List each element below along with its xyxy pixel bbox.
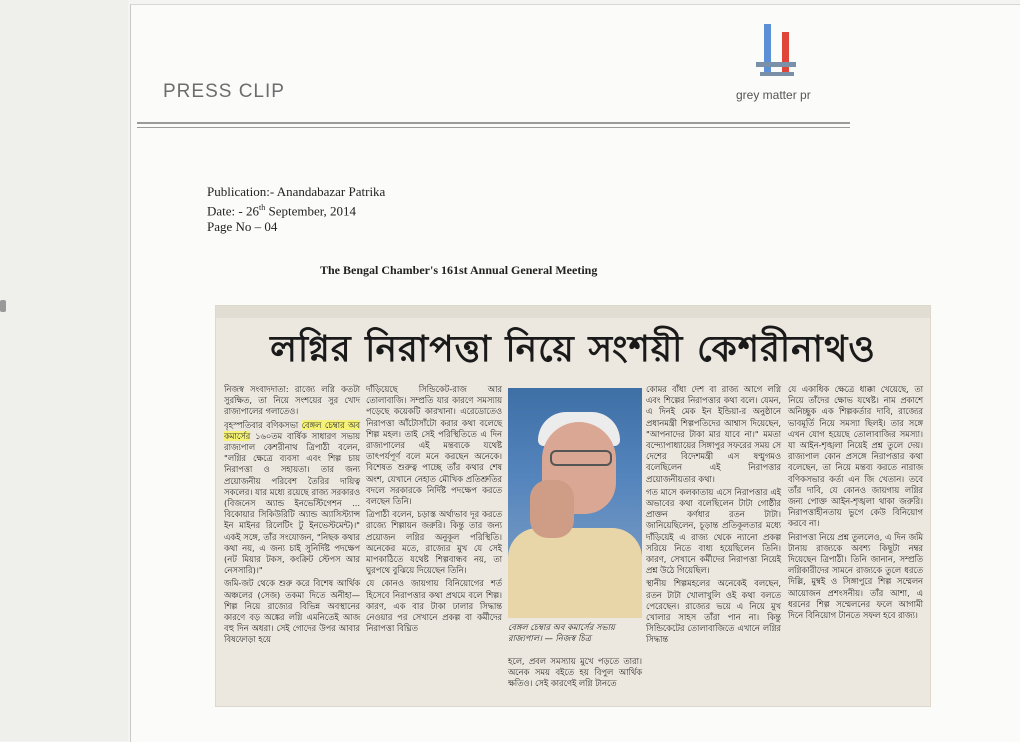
article-column-1 bbox=[224, 384, 360, 648]
article-paragraph: জমি-জট থেকে শুরু করে বিশেষ আর্থিক অঞ্চলের (সেজ) তকমা দিতে অনীহা— শিল্প নিয়ে রাজ্যের বিভিন্ন অবস্থানের কারণে বড় অঙ্কের লগ্নি এমনিতেই আজ বহু দিন অধরা। সেই গোদের উপর আবার বিষফোড়া হয়ে bbox=[224, 578, 360, 645]
article-paragraph: কোমর বাঁধা দেশ বা রাজ্য আগে লগ্নি এবং শিল্পের নিরাপত্তার কথা বলে। যেমন, এ দিনই মেক ইন ইন্ডিয়া-র অনুষ্ঠানে প্রধানমন্ত্রী শিল্পপতিদের আশ্বাস দিয়েছেন, "আপনাদের টাকা মার যাবে না।" মমতা বন্দ্যোপাধ্যায়ের সিঙ্গাপুর সফরের সময় সে দেশের বিদেশমন্ত্রী এস ষণ্মুগমও বলেছিলেন এই নিরাপত্তার প্রয়োজনীয়তার কথা। bbox=[646, 384, 781, 484]
header-rule-thin bbox=[137, 127, 850, 128]
article-paragraph-highlighted bbox=[224, 420, 360, 577]
logo-wordmark: grey matter pr bbox=[736, 88, 811, 102]
publication-meta bbox=[207, 184, 385, 235]
date-prefix: Date: - 26 bbox=[207, 203, 259, 219]
date-sup: th bbox=[258, 203, 266, 212]
article-paragraph: দাঁড়িয়েছে সিন্ডিকেট-রাজ আর তোলাবাজি। সম্প্রতি যার কারণে সমস্যায় পড়েছে কয়েকটি কারখানা। এরেডোতেও নিরাপত্তা আঁটোসাঁটো করার কথা বলেছে শিল্প মহল। তাই সেই পরিস্থিতিতে এ দিন রাজ্যপালের এই মন্তব্যকে যথেষ্ট তাৎপর্যপূর্ণ বলে মনে করছেন অনেকে। বিশেষত শুরুত্ব পাচ্ছে তাঁর কথার শেষ অংশ, যেখানে নেহাত মৌখিক প্রতিশ্রুতির বদলে সরকারকে নির্দিষ্ট পদক্ষেপ করতে বলছেন তিনি। bbox=[366, 384, 502, 507]
article-text: ১৬০তম বার্ষিক সাধারণ সভায় রাজ্যপাল কেশরীনাথ ত্রিপাঠী বলেন, "লগ্নির ক্ষেত্রে ব্যবসা এবং শিল্প চায় নিরাপত্তা ও সহায়তা। তার জন্য প্রয়োজনীয় পরিবেশ তৈরির দায়িত্ব সকলের। যার মধ্যে রয়েছে রাজ্য সরকারও (বিজনেস অ্যান্ড ইনভেস্টিগেশন ... বিকোয়ার সিকিউরিটি অ্যান্ড অ্যাসিস্ট্যান্স ইন মাইনর রিলেটিং টু ইনভেস্টমেন্ট)।" একই সঙ্গে, তাঁর সংযোজন, "নিছক কথার কথা নয়, এ জন্য চাই সুনির্দিষ্ট পদক্ষেপ (নট মিয়ার টকস, কংক্রিট স্টেপস আর নেসসারি)।" bbox=[224, 430, 360, 576]
logo-mark-icon bbox=[754, 22, 800, 84]
photo-hand bbox=[530, 480, 574, 538]
event-title: The Bengal Chamber's 161st Annual General Meeting bbox=[320, 263, 598, 277]
newspaper-clipping bbox=[216, 306, 930, 706]
article-paragraph: যে একাধিক ক্ষেত্রে ধাক্কা খেয়েছে, তা নিয়ে তাঁদের ক্ষোভ যথেষ্ট। নাম প্রকাশে অনিচ্ছুক এক শিল্পকর্তার দাবি, রাজ্যের ভাবমূর্তি নিয়ে সমস্যা ছিলই। তার সঙ্গে এখন যোগ হয়েছে তোলাবাজির সমস্যা। যা আইন-শৃঙ্খলা নিয়েই প্রশ্ন তুলে দেয়। রাজ্যপাল কোন প্রসঙ্গে নিরাপত্তার কথা বলেছেন, তা নিয়ে মন্তব্য করতে নারাজ বণিকসভার কর্তা এন জি খেতান। তবে তাঁর দাবি, যে কোনও জায়গায় লগ্নির জন্য পোক্ত আইন-শৃঙ্খলা থাকা জরুরি। নিরাপত্তাহীনতায় ভুগে কেউ বিনিয়োগ করবে না। bbox=[788, 384, 923, 529]
article-paragraph: গত মাসে কলকাতায় এসে নিরাপত্তার এই অভাবের কথা বলেছিলেন টাটা গোষ্ঠীর প্রাক্তন কর্ণধার রতন টাটা। জানিয়েছিলেন, চূড়ান্ত প্রতিকূলতার মধ্যে দাঁড়িয়েই এ রাজ্য থেকে ন্যানো প্রকল্প সরিয়ে নিতে বাধ্য হয়েছিলেন তিনি। কারণ, সেখানে কর্মীদের নিরাপত্তা নিয়েই প্রশ্ন উঠে গিয়েছিল। bbox=[646, 486, 781, 576]
article-column-2 bbox=[366, 384, 502, 636]
date-line bbox=[207, 200, 385, 219]
article-paragraph: ত্রিপাঠী বলেন, চড়াস্ত অর্থাভাব দূর করতে রাজ্যে শিল্পায়ন জরুরি। কিন্তু তার জন্য প্রয়োজন লগ্নির অনুকূল পরিস্থিতি। অনেকের মতে, রাজ্যের মুখ যে সেই মাপকাঠিতে যথেষ্ট শিল্পবান্ধব নয়, তা ঘুরপথে বুঝিয়ে দিয়েছেন তিনি। bbox=[366, 509, 502, 576]
governor-photo bbox=[508, 388, 642, 618]
photo-shirt bbox=[508, 528, 642, 618]
article-column-4 bbox=[788, 384, 923, 623]
photo-caption: বেঙ্গল চেম্বার অব কমার্সের সভায় রাজ্যপাল। — নিজস্ব চিত্র bbox=[508, 622, 615, 643]
article-text: বৃহস্পতিবার বণিকসভা bbox=[224, 419, 302, 430]
photo-glasses bbox=[550, 450, 612, 466]
grey-matter-logo bbox=[736, 22, 826, 112]
press-clip-label: PRESS CLIP bbox=[163, 81, 285, 102]
header-rule bbox=[137, 122, 850, 124]
page-line: Page No – 04 bbox=[207, 219, 278, 235]
article-paragraph: যে কোনও জায়গায় বিনিয়োগের শর্ত হিসেবে নিরাপত্তার কথা প্রথমে বলে শিল্প। কারণ, এক বার টাকা ঢালার সিদ্ধান্ত নেওয়ার পর সেখানে প্রকল্প বা কর্মীদের নিরাপত্তা বিঘ্নিত bbox=[366, 578, 502, 634]
article-continuation: হলে, প্রবল সমস্যায় মুখে পড়তে তারা। অনেক সময় বইতে হয় বিপুল আর্থিক ক্ষতিও। সেই কারণেই লগ্নি টানতে bbox=[508, 656, 642, 689]
highlighted-org-name: বেঙ্গল চেম্বার অব কমার্সের bbox=[224, 419, 360, 441]
article-column-3 bbox=[646, 384, 781, 648]
date-suffix: September, 2014 bbox=[265, 203, 357, 219]
scan-speck bbox=[0, 300, 6, 312]
scan-left-margin bbox=[0, 0, 128, 741]
clipping-headline: লগ্নির নিরাপত্তা নিয়ে সংশয়ী কেশরীনাথও bbox=[270, 329, 876, 370]
clipping-top-bleed bbox=[216, 306, 930, 318]
publication-line: Publication:- Anandabazar Patrika bbox=[207, 184, 386, 199]
article-paragraph: স্থানীয় শিল্পমহলের অনেকেই বলছেন, রতন টাটা খোলাখুলি ওই কথা বলতে পেরেছেন। রাজ্যের ভয়ে এ নিয়ে মুখ খোলার সাহস তাঁরা পান না। কিন্তু সিন্ডিকেটের তোলাবাজিতে এখানে লগ্নির সিদ্ধান্ত bbox=[646, 578, 781, 645]
article-paragraph: নিজস্ব সংবাদদাতা: রাজ্যে লগ্নি কতটা সুরক্ষিত, তা নিয়ে সংশয়ের সুর খোদ রাজ্যপালের গলাতেও। bbox=[224, 384, 360, 417]
article-paragraph: নিরাপত্তা নিয়ে প্রশ্ন তুললেও, এ দিন জমি টানায় রাজ্যকে অবশ্য কিছুটা নম্বর দিয়েছেন ত্রিপাঠী। তিনি জানান, সম্প্রতি লগ্নিকারীদের সামনে রাজ্যকে তুলে ধরতে দিল্লি, মুম্বই ও সিঙ্গাপুরে শিল্প সম্মেলন আয়োজন প্রশংসনীয়। তাঁর আশা, এ ধরনের শিল্প সম্মেলনের ফলে আগামী দিনে বিনিয়োগ টানতে সফল হবে রাজ্য। bbox=[788, 531, 923, 621]
